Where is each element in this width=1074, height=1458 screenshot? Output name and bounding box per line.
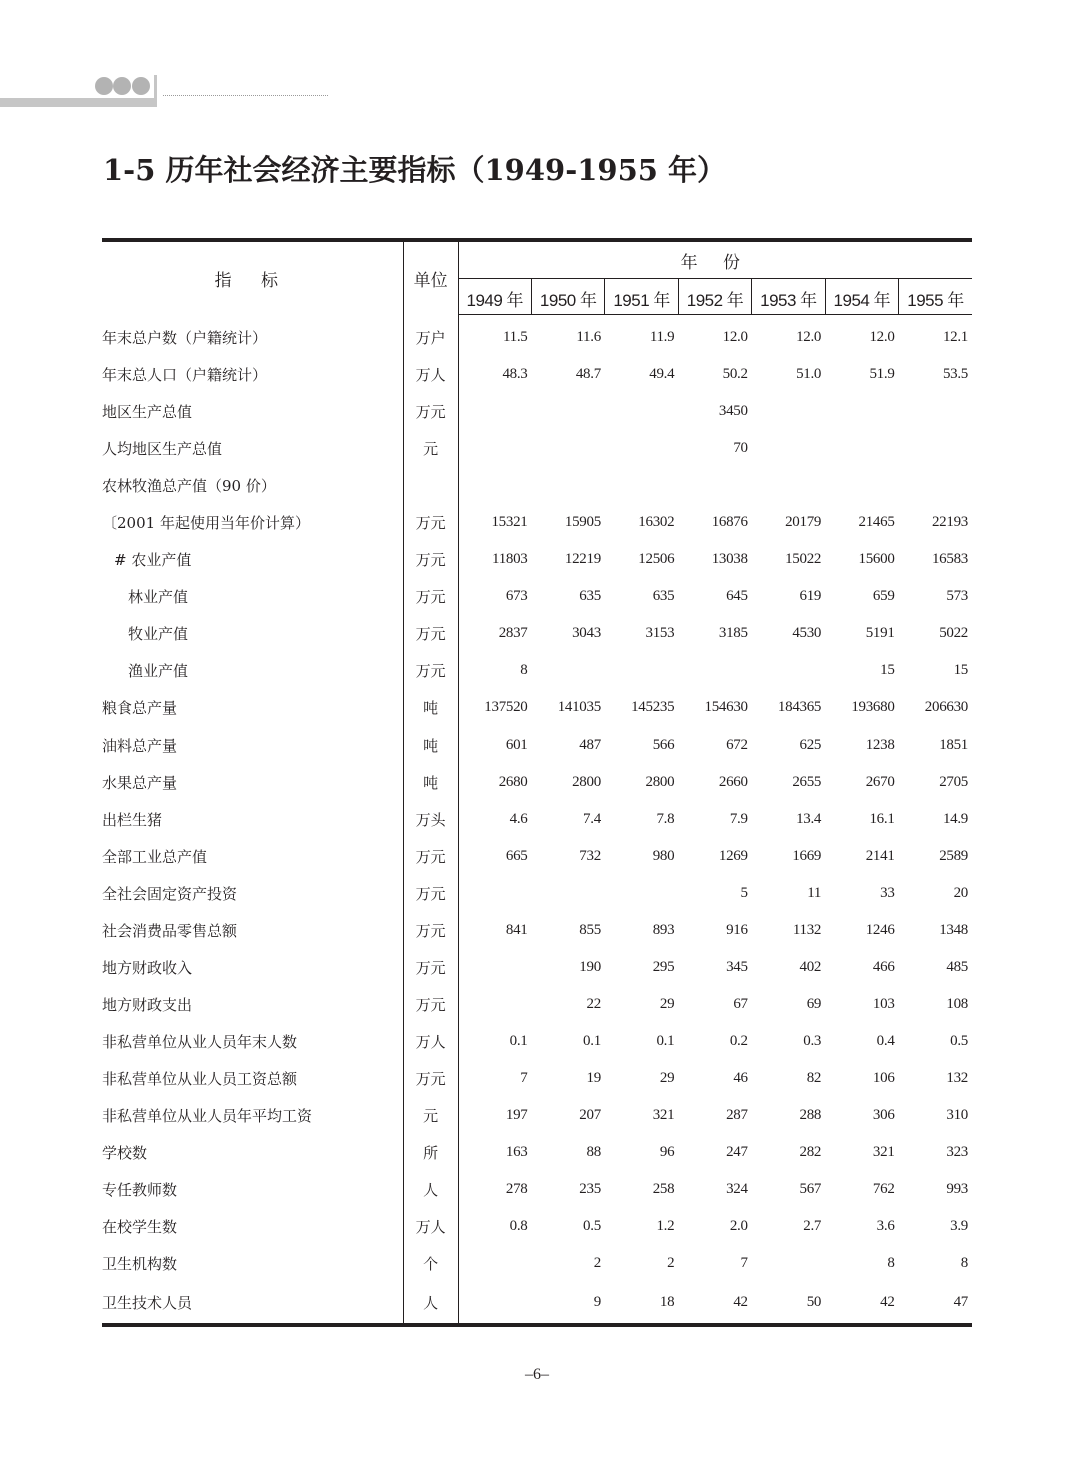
table-row [102,1097,972,1134]
indicator-cell: 地方财政收入 [102,949,403,986]
table-row [102,615,972,652]
value-cell: 29 [659,995,675,1012]
value-cell: 1246 [865,921,895,938]
table-row [102,356,972,393]
indicator-cell: 牧业产值 [102,615,403,652]
value-cell [458,1282,531,1325]
value-cell: 2680 [498,773,528,790]
value-cell [899,467,972,504]
unit-cell: 万元 [403,949,458,986]
value-cell: 12219 [564,551,601,568]
value-cell [678,467,751,504]
table-row [102,1023,972,1060]
unit-cell: 万元 [403,875,458,912]
unit-cell: 万元 [403,541,458,578]
unit-cell: 人 [403,1282,458,1325]
value-cell [458,875,531,912]
value-cell: 16583 [931,551,968,568]
table-row [102,727,972,764]
value-cell [458,393,531,430]
value-cell: 1.2 [656,1218,675,1235]
indicator-cell: 学校数 [102,1134,403,1171]
value-cell: 2.7 [803,1218,822,1235]
value-cell: 2800 [645,773,675,790]
value-cell: 193680 [851,699,895,716]
unit-cell: 个 [403,1245,458,1282]
value-cell: 137520 [484,699,528,716]
value-cell: 12.0 [722,329,748,346]
value-cell: 197 [505,1107,528,1123]
value-cell: 3185 [718,625,748,642]
table-row [102,1208,972,1245]
unit-cell: 吨 [403,689,458,726]
value-cell: 0.4 [876,1032,895,1049]
value-cell: 2 [667,1255,675,1272]
value-cell: 295 [652,958,675,975]
value-cell: 306 [872,1107,895,1123]
value-cell: 7.4 [583,810,601,827]
value-cell: 69 [806,995,822,1012]
value-cell: 2705 [939,773,968,790]
value-cell [605,467,678,504]
value-cell: 108 [946,995,968,1012]
unit-cell: 万元 [403,578,458,615]
value-cell: 732 [579,847,601,864]
indicator-cell: 全部工业总产值 [102,838,403,875]
value-cell: 11803 [492,551,528,568]
value-cell: 5191 [865,625,895,642]
unit-cell: 元 [403,430,458,467]
header-decoration [0,0,1074,120]
indicator-cell: 油料总产量 [102,727,403,764]
value-cell: 12506 [638,551,675,568]
value-cell: 46 [733,1069,748,1086]
value-cell: 310 [946,1107,968,1123]
page-number: –6– [525,1366,549,1383]
table-row [102,393,972,430]
unit-cell: 万元 [403,838,458,875]
table-row [102,315,972,357]
unit-cell: 万人 [403,1208,458,1245]
value-cell: 466 [872,958,895,975]
value-cell: 0.1 [583,1032,601,1049]
value-cell: 12.0 [796,329,822,346]
value-cell: 485 [946,958,968,975]
indicator-cell: # 农业产值 [102,541,403,578]
indicator-cell: 〔2001 年起使用当年价计算） [102,504,403,541]
value-cell: 163 [505,1144,528,1161]
value-cell: 247 [726,1144,748,1161]
value-cell: 11.9 [649,329,675,346]
unit-cell: 万人 [403,1023,458,1060]
value-cell: 145235 [631,699,675,716]
value-cell: 601 [505,736,528,753]
value-cell: 11 [807,884,822,901]
value-cell: 4.6 [509,810,528,827]
unit-cell: 万头 [403,801,458,838]
table-row [102,1282,972,1325]
indicator-cell: 人均地区生产总值 [102,430,403,467]
value-cell: 7 [520,1069,528,1086]
page-title: 1-5 历年社会经济主要指标（1949-1955 年） [103,153,727,187]
value-cell: 12.1 [942,329,968,346]
table-row [102,875,972,912]
unit-cell: 万元 [403,986,458,1023]
value-cell: 1238 [865,736,895,753]
value-cell [752,1245,825,1282]
value-cell: 70 [733,440,748,457]
value-cell [825,467,898,504]
dotted-rule [163,95,328,96]
value-cell [752,467,825,504]
value-cell: 16302 [638,514,675,531]
value-cell: 619 [799,588,822,605]
value-cell [899,393,972,430]
unit-cell: 万元 [403,615,458,652]
value-cell: 11.6 [576,329,601,346]
column-header-years: 年 份 [458,240,972,279]
value-cell: 15 [880,662,895,679]
value-cell [605,393,678,430]
value-cell: 321 [872,1144,895,1161]
table-row [102,541,972,578]
circle-icon [113,77,131,95]
value-cell: 321 [652,1107,675,1123]
table-row [102,578,972,615]
value-cell: 893 [652,921,675,938]
value-cell: 14.9 [942,810,968,827]
unit-cell: 万元 [403,504,458,541]
table-row [102,430,972,467]
value-cell: 103 [872,995,895,1012]
value-cell: 48.7 [575,366,601,383]
value-cell [752,652,825,689]
indicator-cell: 全社会固定资产投资 [102,875,403,912]
indicator-cell: 地区生产总值 [102,393,403,430]
value-cell: 8 [520,662,528,679]
value-cell: 18 [605,1282,678,1325]
value-cell: 659 [872,588,895,605]
value-cell: 3450 [718,403,748,420]
value-cell: 42 [678,1282,751,1325]
value-cell [605,430,678,467]
value-cell: 21465 [858,514,895,531]
value-cell: 33 [880,884,895,901]
indicator-cell: 林业产值 [102,578,403,615]
value-cell: 154630 [704,699,748,716]
indicator-cell: 在校学生数 [102,1208,403,1245]
value-cell: 916 [726,921,748,938]
value-cell: 762 [872,1181,895,1198]
unit-cell: 所 [403,1134,458,1171]
table-row [102,801,972,838]
value-cell: 15321 [491,514,528,531]
value-cell [458,949,531,986]
value-cell: 0.1 [656,1032,675,1049]
value-cell: 16876 [711,514,748,531]
value-cell: 20 [953,884,968,901]
unit-cell: 万人 [403,356,458,393]
value-cell: 15 [953,662,968,679]
value-cell: 345 [726,958,748,975]
unit-cell: 吨 [403,764,458,801]
value-cell: 19 [586,1069,601,1086]
value-cell: 993 [946,1181,968,1198]
value-cell: 42 [825,1282,898,1325]
indicator-cell: 地方财政支出 [102,986,403,1023]
table-row [102,949,972,986]
column-header-indicator: 指 标 [102,240,403,315]
value-cell: 567 [799,1181,822,1198]
unit-cell: 万元 [403,652,458,689]
value-cell: 1132 [792,921,822,938]
value-cell: 96 [659,1144,675,1161]
value-cell: 288 [799,1107,822,1123]
unit-cell: 吨 [403,727,458,764]
value-cell: 7.8 [656,810,675,827]
unit-cell: 万元 [403,393,458,430]
column-header-year: 1949 年 [458,279,531,315]
table-row [102,912,972,949]
value-cell [458,467,531,504]
value-cell: 402 [799,958,822,975]
circle-icon [95,77,113,95]
value-cell [678,652,751,689]
indicator-cell: 渔业产值 [102,652,403,689]
value-cell: 1669 [792,847,822,864]
value-cell [532,467,605,504]
indicator-cell: 年末总人口（户籍统计） [102,356,403,393]
unit-cell [403,467,458,504]
indicator-cell: 非私营单位从业人员年末人数 [102,1023,403,1060]
value-cell: 635 [652,588,675,605]
value-cell: 11.5 [503,329,528,346]
value-cell: 50.2 [722,366,748,383]
value-cell: 0.5 [950,1032,968,1049]
value-cell [532,652,605,689]
indicator-cell: 年末总户数（户籍统计） [102,315,403,357]
column-header-year: 1951 年 [605,279,678,315]
value-cell: 184365 [777,699,822,716]
value-cell [752,393,825,430]
value-cell: 13038 [711,551,748,568]
value-cell: 2837 [498,625,528,642]
value-cell: 141035 [557,699,601,716]
value-cell [458,430,531,467]
value-cell: 3153 [645,625,675,642]
value-cell: 0.5 [583,1218,601,1235]
header-bar [0,98,157,107]
table-row [102,1245,972,1282]
value-cell: 0.3 [803,1032,822,1049]
value-cell: 855 [579,921,601,938]
value-cell: 1269 [718,847,748,864]
table-row [102,652,972,689]
indicator-cell: 粮食总产量 [102,689,403,726]
value-cell: 235 [579,1181,601,1198]
column-header-year: 1953 年 [752,279,825,315]
indicator-cell: 卫生技术人员 [102,1282,403,1325]
value-cell: 132 [946,1069,968,1086]
value-cell: 51.0 [796,366,822,383]
value-cell: 12.0 [869,329,895,346]
value-cell: 3043 [572,625,601,642]
value-cell: 82 [806,1069,822,1086]
value-cell: 1348 [939,921,968,938]
value-cell: 0.1 [509,1032,528,1049]
indicator-cell: 水果总产量 [102,764,403,801]
value-cell [825,430,898,467]
indicator-cell: 农林牧渔总产值（90 价） [102,467,403,504]
value-cell: 7 [740,1255,748,1272]
column-header-unit: 单位 [403,240,458,315]
value-cell: 672 [726,736,748,753]
circle-icon [132,77,150,95]
indicator-cell: 出栏生猪 [102,801,403,838]
column-header-year: 1955 年 [899,279,972,315]
value-cell: 49.4 [649,366,675,383]
value-cell: 2655 [792,773,822,790]
value-cell: 0.8 [509,1218,528,1235]
column-header-year: 1952 年 [678,279,751,315]
value-cell: 207 [579,1107,601,1123]
value-cell: 645 [726,588,748,605]
value-cell: 2 [593,1255,601,1272]
value-cell: 22193 [931,514,968,531]
indicators-table [102,238,972,1327]
value-cell: 2589 [939,847,968,864]
indicator-cell: 卫生机构数 [102,1245,403,1282]
indicator-cell: 专任教师数 [102,1171,403,1208]
value-cell [458,986,531,1023]
indicator-cell: 社会消费品零售总额 [102,912,403,949]
value-cell: 665 [505,847,528,864]
value-cell [605,875,678,912]
value-cell: 2141 [865,847,895,864]
table-row [102,689,972,726]
table-row [102,838,972,875]
indicator-cell: 非私营单位从业人员工资总额 [102,1060,403,1097]
value-cell: 67 [733,995,748,1012]
value-cell: 8 [960,1255,968,1272]
value-cell: 324 [726,1181,748,1198]
value-cell [605,652,678,689]
table-row [102,1134,972,1171]
column-header-year: 1954 年 [825,279,898,315]
table-row [102,764,972,801]
value-cell: 2670 [865,773,895,790]
value-cell [532,393,605,430]
value-cell: 566 [652,736,675,753]
unit-cell: 万元 [403,1060,458,1097]
value-cell: 15600 [858,551,895,568]
value-cell: 287 [726,1107,748,1123]
value-cell: 9 [532,1282,605,1325]
value-cell [458,1245,531,1282]
value-cell: 51.9 [869,366,895,383]
value-cell: 48.3 [502,366,528,383]
table-row [102,986,972,1023]
value-cell: 47 [899,1282,972,1325]
value-cell: 278 [505,1181,528,1198]
value-cell: 487 [579,736,601,753]
value-cell: 635 [579,588,601,605]
value-cell: 258 [652,1181,675,1198]
header-divider [154,75,157,107]
value-cell: 7.9 [729,810,748,827]
value-cell: 20179 [785,514,822,531]
value-cell: 15022 [785,551,822,568]
value-cell [825,393,898,430]
value-cell: 2660 [718,773,748,790]
unit-cell: 万元 [403,912,458,949]
value-cell: 2.0 [729,1218,748,1235]
value-cell: 53.5 [942,366,968,383]
value-cell [532,875,605,912]
value-cell: 3.9 [950,1218,968,1235]
value-cell: 841 [505,921,528,938]
value-cell: 22 [586,995,601,1012]
value-cell: 573 [946,588,968,605]
value-cell: 190 [579,958,601,975]
value-cell: 88 [586,1144,601,1161]
value-cell: 3.6 [876,1218,895,1235]
value-cell: 15905 [564,514,601,531]
unit-cell: 人 [403,1171,458,1208]
value-cell: 16.1 [869,810,895,827]
value-cell: 8 [887,1255,895,1272]
value-cell: 5 [740,884,748,901]
table-row [102,504,972,541]
value-cell: 673 [505,588,528,605]
value-cell: 206630 [924,699,968,716]
value-cell: 29 [659,1069,675,1086]
value-cell: 5022 [939,625,968,642]
unit-cell: 万户 [403,315,458,357]
table-row [102,467,972,504]
value-cell: 4530 [792,625,822,642]
table-row [102,1171,972,1208]
indicator-cell: 非私营单位从业人员年平均工资 [102,1097,403,1134]
value-cell [899,430,972,467]
value-cell: 0.2 [729,1032,748,1049]
value-cell [752,430,825,467]
value-cell: 106 [872,1069,895,1086]
value-cell: 625 [799,736,822,753]
value-cell: 282 [799,1144,822,1161]
unit-cell: 元 [403,1097,458,1134]
value-cell: 980 [652,847,675,864]
table-row [102,1060,972,1097]
column-header-year: 1950 年 [532,279,605,315]
value-cell: 50 [752,1282,825,1325]
value-cell: 1851 [939,736,968,753]
value-cell: 13.4 [796,810,822,827]
value-cell [532,430,605,467]
value-cell: 2800 [572,773,601,790]
value-cell: 323 [946,1144,968,1161]
